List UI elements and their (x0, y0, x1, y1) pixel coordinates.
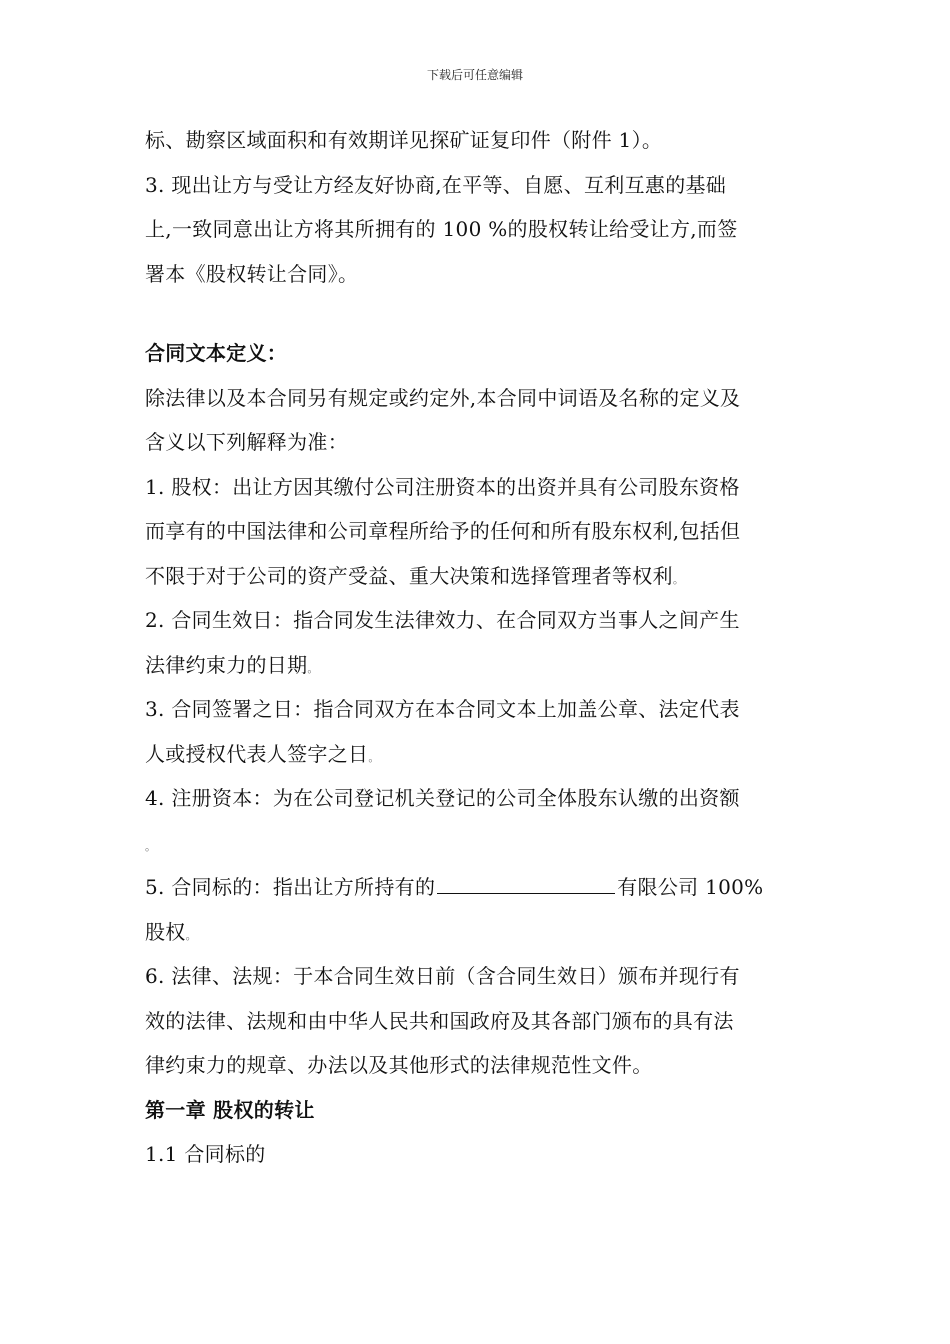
definitions-preamble-1: 除法律以及本合同另有规定或约定外,本合同中词语及名称的定义及 (145, 385, 741, 410)
item-3-line-1: 3. 现出让方与受让方经友好协商,在平等、自愿、互利互惠的基础 (145, 172, 727, 197)
definition-3-line-1: 3. 合同签署之日：指合同双方在本合同文本上加盖公章、法定代表 (145, 697, 740, 721)
definition-6-line-3: 律约束力的规章、办法以及其他形式的法律规范性文件。 (145, 1053, 653, 1077)
definitions-heading: 合同文本定义： (145, 341, 288, 365)
definition-2-line-2 (145, 643, 815, 688)
end-mark: 。 (672, 572, 685, 586)
definition-5-line-2 (145, 910, 815, 955)
definition-1-line-2: 而享有的中国法律和公司章程所给予的任何和所有股东权利,包括但 (145, 519, 741, 543)
definition-3-line-2 (145, 732, 815, 777)
item-3-line-3: 署本《股权转让合同》。 (145, 261, 359, 286)
section-1-1-title: 1.1 合同标的 (145, 1142, 266, 1166)
company-name-blank (437, 871, 615, 894)
section-spacer (145, 296, 815, 331)
end-mark: 。 (145, 839, 157, 853)
definition-5-before: 5. 合同标的：指出让方所持有的 (145, 875, 436, 899)
definition-1-text: 不限于对于公司的资产受益、重大决策和选择管理者等权利 (145, 563, 673, 588)
definition-5-after: 有限公司 100% (617, 875, 764, 899)
definition-1-line-3 (145, 554, 815, 599)
intro-line-1: 标、勘察区域面积和有效期详见探矿证复印件（附件 1）。 (145, 128, 663, 152)
definition-5-line-1 (145, 865, 815, 910)
definition-3-text: 人或授权代表人签字之日 (145, 741, 369, 766)
definition-4-line-1: 4. 注册资本：为在公司登记机关登记的公司全体股东认缴的出资额 (145, 786, 740, 810)
definition-5-text: 股权 (145, 919, 186, 944)
definition-2-text: 法律约束力的日期 (145, 652, 308, 677)
item-3-line-2: 上,一致同意出让方将其所拥有的 100 %的股权转让给受让方,而签 (145, 217, 738, 241)
definition-2-line-1: 2. 合同生效日：指合同发生法律效力、在合同双方当事人之间产生 (145, 608, 740, 632)
definitions-preamble-2: 含义以下列解释为准： (145, 430, 348, 454)
definition-1-line-1: 1. 股权：出让方因其缴付公司注册资本的出资并具有公司股东资格 (145, 474, 740, 499)
end-mark: 。 (307, 661, 319, 675)
chapter-1-heading: 第一章 股权的转让 (145, 1097, 315, 1122)
page-header: 下载后可任意编辑 (426, 68, 523, 82)
end-mark: 。 (368, 750, 380, 764)
document-body (145, 118, 815, 1177)
end-mark: 。 (185, 928, 197, 942)
definition-6-line-2: 效的法律、法规和由中华人民共和国政府及其各部门颁布的具有法 (145, 1008, 734, 1033)
definition-6-line-1: 6. 法律、法规：于本合同生效日前（含合同生效日）颁布并现行有 (145, 964, 740, 988)
definition-4-line-2 (145, 821, 815, 866)
